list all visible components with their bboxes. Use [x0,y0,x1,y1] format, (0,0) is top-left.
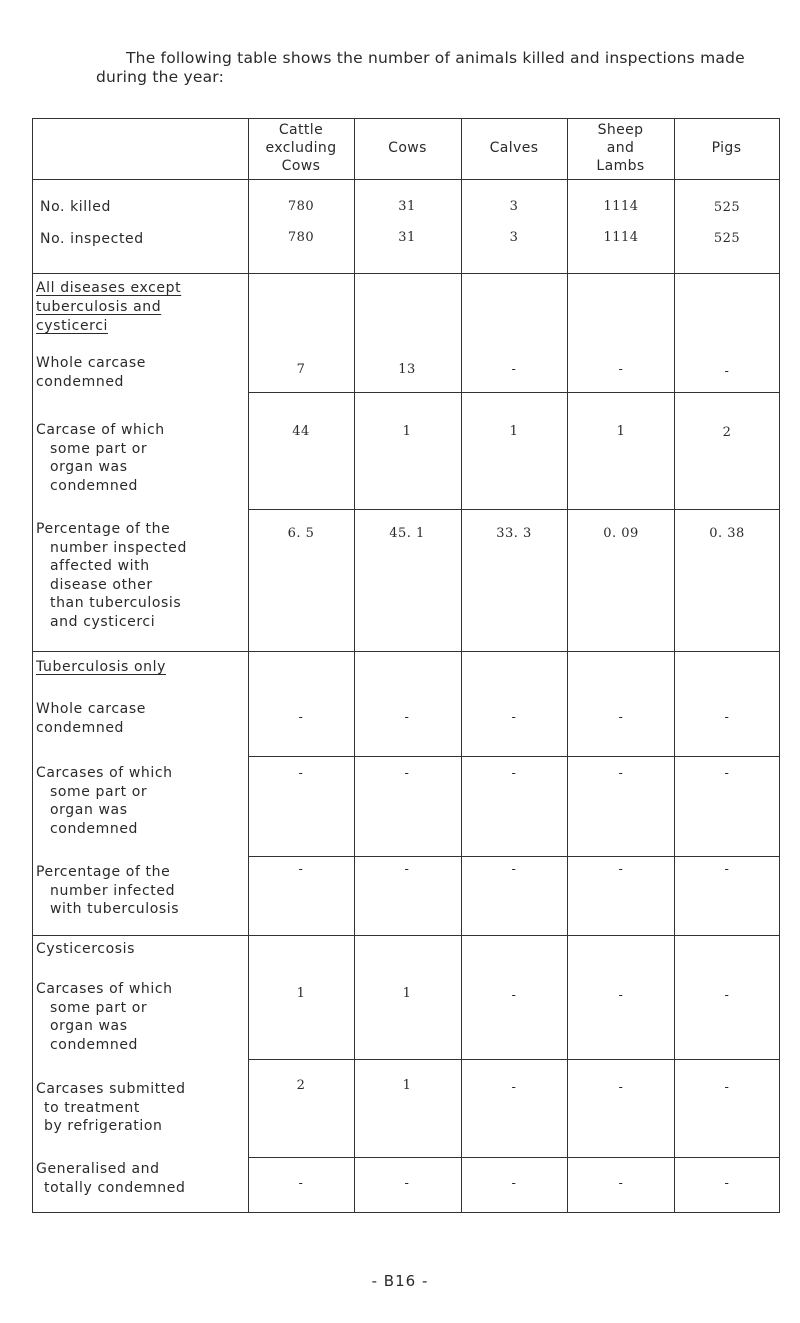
cell-value: 780 [287,199,315,214]
cell-value: 13 [398,362,416,377]
table-rule [248,1059,780,1060]
cell-value: 45. 1 [389,526,425,541]
column-header-cows: Cows [388,140,427,156]
cell-value: 1 [509,424,519,439]
row-label-whole-carcase: Whole carcase condemned [36,355,146,390]
row-label-killed: No. killed [40,199,111,215]
table-rule [32,273,780,274]
cell-value: 780 [287,230,315,245]
cell-value: 1 [402,1078,412,1093]
section-title-cysticercosis: Cysticercosis [36,941,136,957]
cell-value: - [404,766,410,781]
row-label-percentage-affected: Percentage of the number inspected affected with disease other than tuberculosis and cysticerci [36,521,187,630]
row-label-cyst-refrigeration: Carcases submitted to treatment by refrigeration [36,1081,186,1134]
cell-value: 1114 [603,230,639,245]
row-label-cyst-generalised: Generalised and totally condemned [36,1161,186,1196]
cell-value: 3 [509,230,519,245]
cell-value: 525 [713,231,741,246]
cell-value: - [724,1176,730,1191]
cell-value: 31 [398,230,416,245]
table-rule [32,118,33,1213]
cell-value: - [618,766,624,781]
cell-value: - [404,710,410,725]
table-rule [461,118,462,1213]
table-rule [32,651,780,652]
section-title-all-diseases: All diseases except tuberculosis and cysticerci [36,280,182,334]
row-label-cyst-part: Carcases of which some part or organ was condemned [36,981,173,1053]
table-rule [32,935,780,936]
row-label-tb-whole: Whole carcase condemned [36,701,146,736]
cell-value: - [511,766,517,781]
inspection-table [32,118,780,1213]
table-rule [674,118,675,1213]
column-header-sheep: Sheep and Lambs [596,122,645,174]
table-rule [779,118,780,1213]
column-header-cattle: Cattle excluding Cows [265,122,337,174]
cell-value: - [618,710,624,725]
page-number: - B16 - [371,1272,429,1290]
row-label-tb-part: Carcases of which some part or organ was condemned [36,765,173,837]
row-label-tb-percentage: Percentage of the number infected with tuberculosis [36,864,180,917]
table-rule [567,118,568,1213]
cell-value: - [511,1080,517,1095]
cell-value: - [404,862,410,877]
cell-value: 7 [296,362,306,377]
cell-value: 2 [722,425,732,440]
cell-value: - [618,988,624,1003]
cell-value: - [724,1080,730,1095]
cell-value: - [724,988,730,1003]
cell-value: - [724,710,730,725]
cell-value: 0. 09 [603,526,639,541]
cell-value: 3 [509,199,519,214]
cell-value: - [511,362,517,377]
cell-value: - [618,1176,624,1191]
column-header-calves: Calves [489,140,539,156]
table-rule [32,179,780,180]
row-label-inspected: No. inspected [40,231,144,247]
cell-value: 31 [398,199,416,214]
cell-value: - [618,1080,624,1095]
cell-value: 6. 5 [287,526,315,541]
cell-value: - [298,766,304,781]
cell-value: 1114 [603,199,639,214]
table-rule [248,856,780,857]
cell-value: - [724,364,730,379]
table-rule [32,1212,780,1213]
cell-value: - [724,766,730,781]
cell-value: - [618,862,624,877]
cell-value: 1 [402,986,412,1001]
cell-value: - [298,862,304,877]
intro-text: The following table shows the number of animals killed and inspections made during the year: [96,49,745,86]
cell-value: - [298,710,304,725]
table-rule [248,392,780,393]
table-rule [248,118,249,1213]
cell-value: - [511,710,517,725]
column-header-pigs: Pigs [711,140,742,156]
cell-value: - [511,1176,517,1191]
section-title-tuberculosis: Tuberculosis only [36,659,167,675]
table-rule [248,1157,780,1158]
table-rule [354,118,355,1213]
cell-value: 0. 38 [709,526,745,541]
cell-value: 1 [402,424,412,439]
cell-value: - [618,362,624,377]
cell-value: 1 [616,424,626,439]
cell-value: - [298,1176,304,1191]
cell-value: - [404,1176,410,1191]
cell-value: 2 [296,1078,306,1093]
table-rule [248,756,780,757]
cell-value: 33. 3 [496,526,532,541]
table-rule [32,118,780,119]
cell-value: - [724,862,730,877]
cell-value: - [511,862,517,877]
row-label-part-condemned: Carcase of which some part or organ was condemned [36,422,165,494]
cell-value: - [511,988,517,1003]
cell-value: 1 [296,986,306,1001]
cell-value: 44 [292,424,310,439]
table-rule [248,509,780,510]
cell-value: 525 [713,200,741,215]
